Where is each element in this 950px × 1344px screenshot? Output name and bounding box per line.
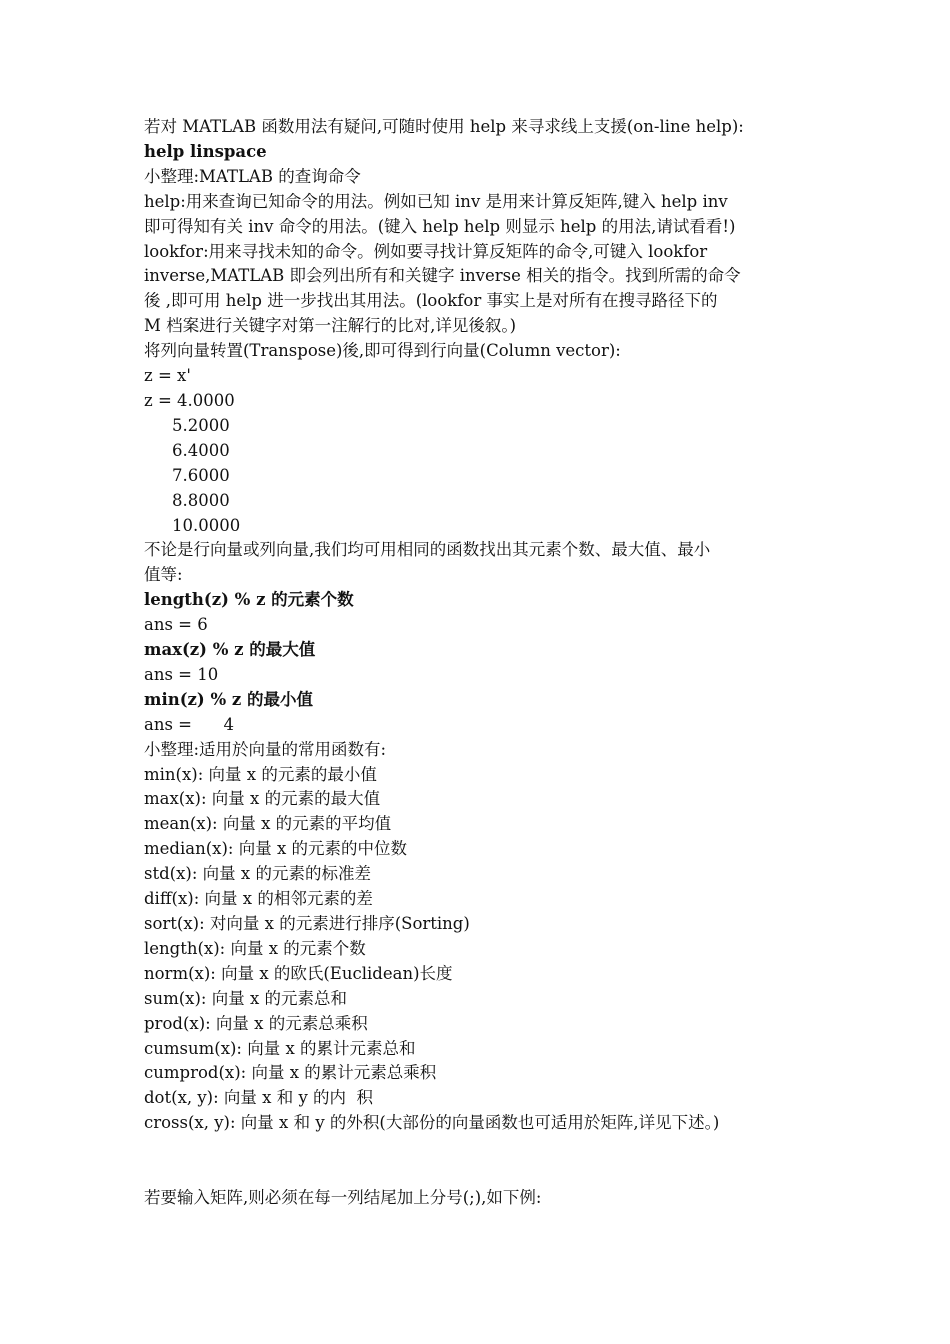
text-line: M 档案进行关键字对第一注解行的比对,详见後叙。) — [144, 316, 517, 336]
function-item: cumprod(x): 向量 x 的累计元素总乘积 — [144, 1063, 437, 1083]
function-item: length(x): 向量 x 的元素个数 — [144, 938, 366, 958]
code-output-line: ans = 6 — [144, 615, 208, 635]
function-item: dot(x, y): 向量 x 和 y 的内 积 — [144, 1088, 374, 1108]
function-item: mean(x): 向量 x 的元素的平均值 — [144, 814, 392, 834]
code-line: length(z) % z 的元素个数 — [144, 590, 354, 610]
function-item: std(x): 向量 x 的元素的标准差 — [144, 864, 371, 884]
code-output-line: z = 4.0000 — [144, 390, 235, 410]
text-line: 即可得知有关 inv 命令的用法。(键入 help help 则显示 help 的用法,请试看看!) — [144, 216, 736, 236]
text-line: 不论是行向量或列向量,我们均可用相同的函数找出其元素个数、最大值、最小 — [144, 540, 711, 560]
code-output-value: 10.0000 — [172, 515, 241, 535]
code-output-line: ans = 4 — [144, 714, 234, 734]
function-item: prod(x): 向量 x 的元素总乘积 — [144, 1013, 368, 1033]
function-item: median(x): 向量 x 的元素的中位数 — [144, 839, 407, 859]
document-body — [144, 115, 810, 1211]
section-heading: 小整理:适用於向量的常用函数有: — [144, 739, 387, 759]
text-line: 若要输入矩阵,则必须在每一列结尾加上分号(;),如下例: — [144, 1187, 542, 1207]
code-output-line: ans = 10 — [144, 664, 219, 684]
code-output-value: 5.2000 — [172, 415, 230, 435]
text-line: 若对 MATLAB 函数用法有疑问,可随时使用 help 来寻求线上支援(on-line help): — [144, 117, 744, 136]
text-line: lookfor:用来寻找未知的命令。例如要寻找计算反矩阵的命令,可键入 lookfor — [144, 241, 708, 261]
text-line: inverse,MATLAB 即会列出所有和关键字 inverse 相关的指令。找到所需的命令 — [144, 266, 741, 286]
function-item: diff(x): 向量 x 的相邻元素的差 — [144, 889, 373, 909]
function-item: norm(x): 向量 x 的欧氏(Euclidean)长度 — [144, 963, 453, 983]
text-line: 将列向量转置(Transpose)後,即可得到行向量(Column vector): — [144, 341, 621, 361]
function-item: max(x): 向量 x 的元素的最大值 — [144, 789, 381, 809]
paragraph-spacer — [144, 1136, 810, 1161]
code-line: help linspace — [144, 141, 267, 161]
function-item: min(x): 向量 x 的元素的最小值 — [144, 764, 377, 784]
function-item: sum(x): 向量 x 的元素总和 — [144, 988, 348, 1008]
code-output-value: 7.6000 — [172, 465, 230, 485]
function-item: cumsum(x): 向量 x 的累计元素总和 — [144, 1038, 416, 1058]
function-item: cross(x, y): 向量 x 和 y 的外积(大部份的向量函数也可适用於矩阵,详见下述。) — [144, 1113, 720, 1133]
function-item: sort(x): 对向量 x 的元素进行排序(Sorting) — [144, 914, 470, 933]
code-output-value: 8.8000 — [172, 490, 230, 510]
text-line: 值等: — [144, 565, 183, 585]
code-line: min(z) % z 的最小值 — [144, 689, 313, 709]
code-line: z = x' — [144, 366, 191, 386]
paragraph-spacer — [144, 1161, 810, 1186]
text-line: help:用来查询已知命令的用法。例如已知 inv 是用来计算反矩阵,键入 help inv — [144, 191, 728, 211]
section-heading: 小整理:MATLAB 的查询命令 — [144, 166, 361, 186]
code-line: max(z) % z 的最大值 — [144, 640, 316, 660]
code-output-value: 6.4000 — [172, 440, 230, 460]
text-line: 後 ,即可用 help 进一步找出其用法。(lookfor 事实上是对所有在搜寻路径下的 — [144, 291, 718, 311]
